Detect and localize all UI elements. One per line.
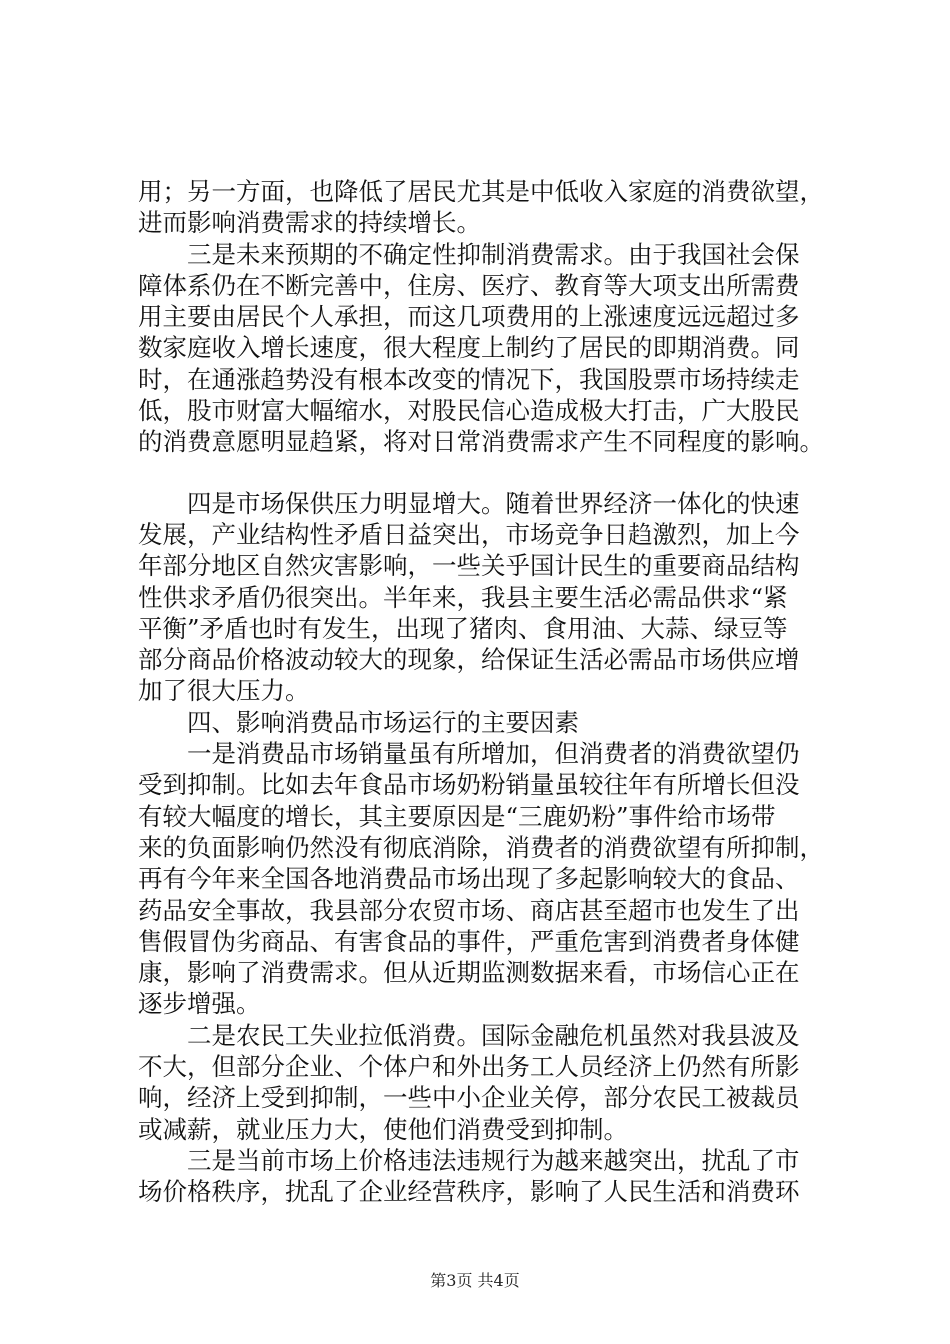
text-line: 性供求矛盾仍很突出。半年来，我县主要生活必需品供求“紧 bbox=[138, 582, 788, 612]
text-line: 有较大幅度的增长，其主要原因是“三鹿奶粉”事件给市场带 bbox=[138, 801, 776, 831]
text-line: 康，影响了消费需求。但从近期监测数据来看，市场信心正在 bbox=[138, 958, 800, 988]
text-line: 或减薪，就业压力大，使他们消费受到抑制。 bbox=[138, 1114, 628, 1144]
text-line: 三是未来预期的不确定性抑制消费需求。由于我国社会保 bbox=[187, 239, 800, 269]
text-line: 部分商品价格波动较大的现象，给保证生活必需品市场供应增 bbox=[138, 645, 800, 675]
text-line: 加了很大压力。 bbox=[138, 676, 310, 706]
text-line: 低，股市财富大幅缩水，对股民信心造成极大打击，广大股民 bbox=[138, 396, 800, 426]
text-line: 发展，产业结构性矛盾日益突出，市场竞争日趋激烈，加上今 bbox=[138, 519, 800, 549]
text-line: 四是市场保供压力明显增大。随着世界经济一体化的快速 bbox=[187, 488, 800, 518]
text-line: 受到抑制。比如去年食品市场奶粉销量虽较往年有所增长但没 bbox=[138, 770, 800, 800]
document-body bbox=[138, 176, 838, 1208]
text-line: 药品安全事故，我县部分农贸市场、商店甚至超市也发生了出 bbox=[138, 895, 800, 925]
text-line: 四、影响消费品市场运行的主要因素 bbox=[187, 707, 579, 737]
text-line: 响，经济上受到抑制，一些中小企业关停，部分农民工被裁员 bbox=[138, 1083, 800, 1113]
text-line: 逐步增强。 bbox=[138, 989, 261, 1019]
text-line: 用主要由居民个人承担，而这几项费用的上涨速度远远超过多 bbox=[138, 302, 800, 332]
text-line: 场价格秩序，扰乱了企业经营秩序，影响了人民生活和消费环 bbox=[138, 1177, 800, 1207]
text-line: 数家庭收入增长速度，很大程度上制约了居民的即期消费。同 bbox=[138, 333, 800, 363]
text-line: 二是农民工失业拉低消费。国际金融危机虽然对我县波及 bbox=[187, 1020, 800, 1050]
page-number: 第3页 共4页 bbox=[430, 1271, 520, 1290]
text-line: 再有今年来全国各地消费品市场出现了多起影响较大的食品、 bbox=[138, 864, 800, 894]
text-line: 时，在通涨趋势没有根本改变的情况下，我国股票市场持续走 bbox=[138, 364, 800, 394]
text-line: 不大，但部分企业、个体户和外出务工人员经济上仍然有所影 bbox=[138, 1052, 800, 1082]
text-line: 三是当前市场上价格违法违规行为越来越突出，扰乱了市 bbox=[187, 1145, 800, 1175]
text-line: 年部分地区自然灾害影响，一些关乎国计民生的重要商品结构 bbox=[138, 551, 800, 581]
page-footer bbox=[0, 1271, 950, 1291]
text-line: 来的负面影响仍然没有彻底消除，消费者的消费欲望有所抑制， bbox=[138, 832, 824, 862]
text-line: 用；另一方面，也降低了居民尤其是中低收入家庭的消费欲望， bbox=[138, 177, 824, 206]
text-line: 一是消费品市场销量虽有所增加，但消费者的消费欲望仍 bbox=[187, 739, 800, 769]
text-line: 的消费意愿明显趋紧，将对日常消费需求产生不同程度的影响。 bbox=[138, 427, 824, 457]
text-line: 障体系仍在不断完善中，住房、医疗、教育等大项支出所需费 bbox=[138, 270, 800, 300]
paragraph-gap bbox=[138, 458, 838, 488]
text-line: 进而影响消费需求的持续增长。 bbox=[138, 208, 481, 238]
text-line: 售假冒伪劣商品、有害食品的事件，严重危害到消费者身体健 bbox=[138, 926, 800, 956]
text-line: 平衡”矛盾也时有发生，出现了猪肉、食用油、大蒜、绿豆等 bbox=[138, 613, 788, 643]
